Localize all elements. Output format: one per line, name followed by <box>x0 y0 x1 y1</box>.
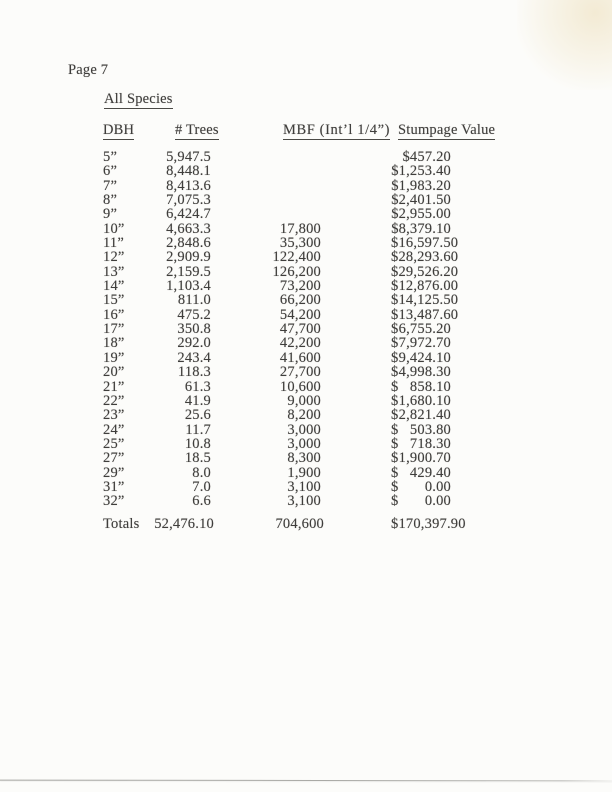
stumpage-cell <box>391 249 459 266</box>
table-row <box>0 150 612 164</box>
stumpage-amount: 429.40 <box>409 464 451 481</box>
currency-sign: $ <box>391 464 399 481</box>
currency-sign: $ <box>391 392 399 409</box>
column-header-dbh: DBH <box>103 122 135 138</box>
stumpage-cell <box>391 164 451 178</box>
table-row <box>0 394 612 408</box>
stumpage-cell <box>391 394 451 408</box>
num-trees-cell: 6,424.7 <box>166 206 211 223</box>
section-title: All Species <box>104 91 173 107</box>
stumpage-amount: 9,424.10 <box>398 349 451 366</box>
totals-mbf: 704,600 <box>275 516 324 532</box>
dbh-cell: 31” <box>103 478 125 495</box>
num-trees-cell: 6.6 <box>192 493 211 510</box>
mbf-cell: 73,200 <box>279 278 321 295</box>
mbf-cell: 8,200 <box>287 407 321 424</box>
mbf-cell: 8,300 <box>287 450 321 467</box>
scan-smudge-artifact <box>517 0 612 90</box>
dbh-cell: 29” <box>103 464 125 481</box>
num-trees-cell: 8,448.1 <box>166 163 211 180</box>
table-row <box>0 293 612 307</box>
mbf-cell: 3,100 <box>287 493 321 510</box>
stumpage-cell <box>391 437 451 451</box>
stumpage-amount: $1,983.20 <box>391 177 451 194</box>
table-row <box>0 250 612 264</box>
totals-stumpage-cell <box>391 516 466 532</box>
table-row <box>0 222 612 236</box>
stumpage-amount: $16,597.50 <box>391 235 459 252</box>
stumpage-cell <box>391 480 451 494</box>
mbf-cell: 126,200 <box>272 263 321 280</box>
stumpage-cell <box>391 466 451 480</box>
mbf-cell: 42,200 <box>279 335 321 352</box>
table-row <box>0 351 612 365</box>
num-trees-cell: 350.8 <box>177 321 211 338</box>
currency-sign: $ <box>391 321 399 338</box>
dbh-cell: 22” <box>103 392 125 409</box>
table-row <box>0 494 612 508</box>
stumpage-amount: 0.00 <box>424 478 451 495</box>
currency-sign: $ <box>391 407 399 424</box>
mbf-cell: 17,800 <box>279 220 321 237</box>
num-trees-cell: 18.5 <box>184 450 211 467</box>
mbf-cell: 27,700 <box>279 364 321 381</box>
stumpage-amount: $2,401.50 <box>391 192 451 209</box>
table-row <box>0 279 612 293</box>
mbf-cell: 66,200 <box>279 292 321 309</box>
mbf-cell: 47,700 <box>279 321 321 338</box>
dbh-cell: 14” <box>103 278 125 295</box>
currency-sign: $ <box>391 435 399 452</box>
stumpage-amount: $1,253.40 <box>391 163 451 180</box>
currency-sign: $ <box>391 378 399 395</box>
mbf-cell: 122,400 <box>272 249 321 266</box>
dbh-cell: 16” <box>103 306 125 323</box>
stumpage-cell <box>391 150 451 164</box>
num-trees-cell: 475.2 <box>177 306 211 323</box>
dbh-cell: 19” <box>103 349 125 366</box>
table-header-row <box>0 123 612 141</box>
dbh-cell: 13” <box>103 263 125 280</box>
dbh-cell: 24” <box>103 421 125 438</box>
dbh-cell: 17” <box>103 321 125 338</box>
dbh-cell: 10” <box>103 220 125 237</box>
stumpage-amount: 0.00 <box>424 493 451 510</box>
num-trees-cell: 2,159.5 <box>166 263 211 280</box>
mbf-cell: 1,900 <box>287 464 321 481</box>
table-row <box>0 193 612 207</box>
num-trees-cell: 4,663.3 <box>166 220 211 237</box>
dbh-cell: 27” <box>103 450 125 467</box>
stumpage-cell <box>391 263 459 280</box>
stumpage-cell <box>391 235 459 252</box>
stumpage-cell <box>391 292 459 309</box>
num-trees-cell: 41.9 <box>184 392 211 409</box>
totals-label: Totals <box>103 516 140 532</box>
stumpage-cell <box>391 336 451 350</box>
num-trees-cell: 2,848.6 <box>166 235 211 252</box>
totals-row <box>0 517 612 533</box>
stumpage-cell <box>391 306 459 323</box>
num-trees-cell: 1,103.4 <box>166 278 211 295</box>
stumpage-amount: $29,526.20 <box>391 263 459 280</box>
table-row <box>0 466 612 480</box>
table-row <box>0 207 612 221</box>
table-row <box>0 308 612 322</box>
dbh-cell: 23” <box>103 407 125 424</box>
num-trees-cell: 8,413.6 <box>166 177 211 194</box>
totals-stumpage-amount: $170,397.90 <box>391 516 466 532</box>
currency-sign: $ <box>391 335 399 352</box>
table-row <box>0 365 612 379</box>
num-trees-cell: 118.3 <box>177 364 211 381</box>
stumpage-cell <box>391 179 451 193</box>
stumpage-amount: $457.20 <box>402 149 451 165</box>
num-trees-cell: 5,947.5 <box>166 149 211 165</box>
stumpage-cell <box>391 322 451 336</box>
stumpage-amount: $8,379.10 <box>391 220 451 237</box>
num-trees-cell: 811.0 <box>177 292 211 309</box>
dbh-cell: 6” <box>103 163 118 180</box>
stumpage-amount: $28,293.60 <box>391 249 459 266</box>
mbf-cell: 35,300 <box>279 235 321 252</box>
stumpage-cell <box>391 408 451 422</box>
mbf-cell: 54,200 <box>279 306 321 323</box>
dbh-cell: 32” <box>103 493 125 510</box>
table-row <box>0 164 612 178</box>
table-row <box>0 179 612 193</box>
dbh-cell: 20” <box>103 364 125 381</box>
stumpage-amount: 2,821.40 <box>398 407 451 424</box>
num-trees-cell: 61.3 <box>184 378 211 395</box>
dbh-cell: 5” <box>103 149 118 165</box>
mbf-cell: 9,000 <box>287 392 321 409</box>
stumpage-cell <box>391 351 451 365</box>
table-row <box>0 423 612 437</box>
table-row <box>0 408 612 422</box>
currency-sign: $ <box>391 421 399 438</box>
stumpage-amount: 4,998.30 <box>398 364 451 381</box>
stumpage-cell <box>391 278 459 295</box>
stumpage-amount: 6,755.20 <box>398 321 451 338</box>
stumpage-cell <box>391 207 451 221</box>
stumpage-amount: $2,955.00 <box>391 206 451 223</box>
table-row <box>0 322 612 336</box>
stumpage-amount: 1,900.70 <box>398 450 451 467</box>
num-trees-cell: 25.6 <box>184 407 211 424</box>
dbh-cell: 18” <box>103 335 125 352</box>
stumpage-amount: $12,876.00 <box>391 278 459 295</box>
dbh-cell: 7” <box>103 177 118 194</box>
totals-num-trees: 52,476.10 <box>154 516 214 532</box>
mbf-cell: 3,000 <box>287 435 321 452</box>
num-trees-cell: 8.0 <box>192 464 211 481</box>
table-row <box>0 265 612 279</box>
column-header-stumpage-value: Stumpage Value <box>398 122 496 138</box>
table-body <box>0 150 612 509</box>
stumpage-amount: $13,487.60 <box>391 306 459 323</box>
currency-sign: $ <box>391 450 399 467</box>
stumpage-amount: 858.10 <box>409 378 451 395</box>
dbh-cell: 12” <box>103 249 125 266</box>
mbf-cell: 10,600 <box>279 378 321 395</box>
stumpage-cell <box>391 365 451 379</box>
table-row <box>0 336 612 350</box>
stumpage-cell <box>391 193 451 207</box>
paper-edge-line <box>0 780 612 782</box>
stumpage-amount: 503.80 <box>409 421 451 438</box>
num-trees-cell: 7.0 <box>192 478 211 495</box>
currency-sign: $ <box>391 364 399 381</box>
num-trees-cell: 11.7 <box>185 421 211 438</box>
stumpage-cell <box>391 380 451 394</box>
stumpage-amount: 7,972.70 <box>398 335 451 352</box>
dbh-cell: 11” <box>103 235 124 252</box>
table-row <box>0 451 612 465</box>
dbh-cell: 25” <box>103 435 125 452</box>
stumpage-amount: $14,125.50 <box>391 292 459 309</box>
stumpage-cell <box>391 222 451 236</box>
num-trees-cell: 7,075.3 <box>166 192 211 209</box>
table-row <box>0 380 612 394</box>
currency-sign: $ <box>391 478 399 495</box>
table-row <box>0 480 612 494</box>
num-trees-cell: 292.0 <box>177 335 211 352</box>
column-header-num-trees: # Trees <box>175 122 219 138</box>
stumpage-amount: 1,680.10 <box>398 392 451 409</box>
table-row <box>0 236 612 250</box>
num-trees-cell: 2,909.9 <box>166 249 211 266</box>
num-trees-cell: 243.4 <box>177 349 211 366</box>
dbh-cell: 8” <box>103 192 118 209</box>
stumpage-amount: 718.30 <box>409 435 451 452</box>
stumpage-cell <box>391 494 451 508</box>
stumpage-cell <box>391 423 451 437</box>
page-number-label: Page 7 <box>68 62 109 78</box>
currency-sign: $ <box>391 493 399 510</box>
dbh-cell: 9” <box>103 206 118 223</box>
mbf-cell: 3,000 <box>287 421 321 438</box>
table-row <box>0 437 612 451</box>
dbh-cell: 21” <box>103 378 125 395</box>
column-header-mbf: MBF (Int’l 1/4”) <box>283 122 391 138</box>
mbf-cell: 41,600 <box>279 349 321 366</box>
mbf-cell: 3,100 <box>287 478 321 495</box>
currency-sign: $ <box>391 349 399 366</box>
num-trees-cell: 10.8 <box>184 435 211 452</box>
dbh-cell: 15” <box>103 292 125 309</box>
stumpage-cell <box>391 451 451 465</box>
